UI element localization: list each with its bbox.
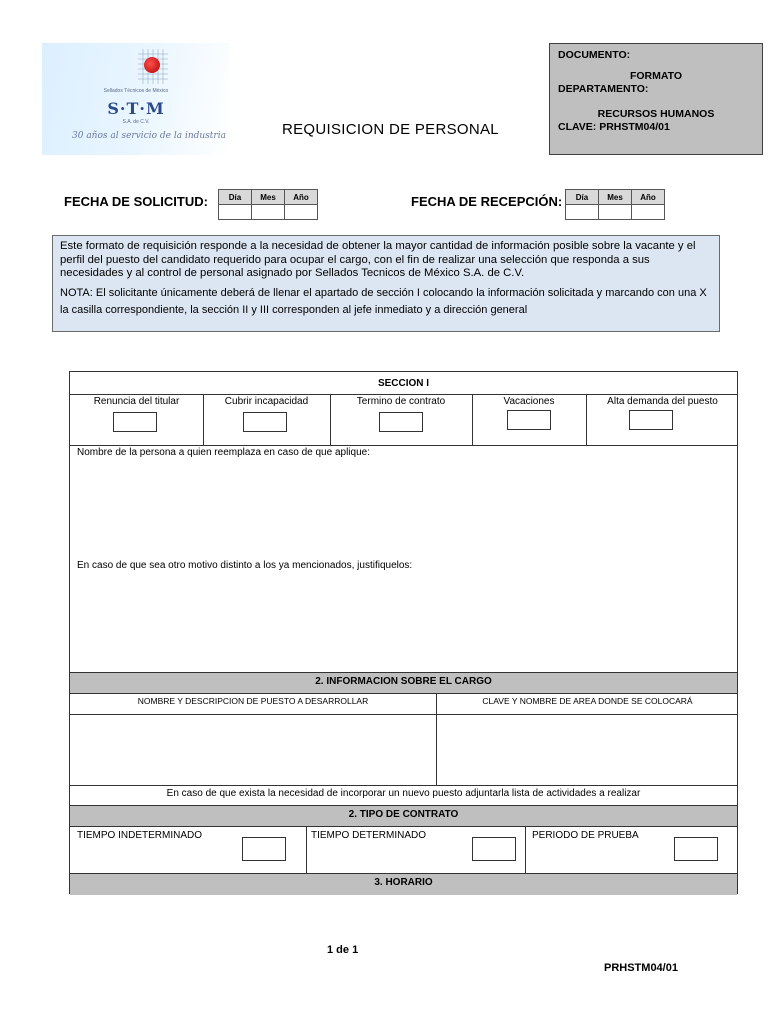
horario-title: 3. HORARIO: [374, 877, 433, 888]
document-code: PRHSTM04/01: [604, 962, 678, 974]
logo-tagline: 30 años al servicio de la industria: [72, 131, 226, 141]
documento-label: DOCUMENTO:: [558, 49, 631, 61]
tiempo-indeterminado-label: TIEMPO INDETERMINADO: [77, 830, 203, 841]
company-logo: [42, 43, 230, 155]
instructions-note: NOTA: El solicitante únicamente deberá de llenar el apartado de sección I colocando la información solicitada y marcando con una X la casilla correspondiente, la sección II y III corresponden al jefe inmediato y a dirección general: [60, 286, 707, 316]
departamento-value: RECURSOS HUMANOS: [597, 108, 715, 120]
reemplaza-label: Nombre de la persona a quien reemplaza en caso de que aplique:: [77, 447, 370, 458]
option-incapacidad-label: Cubrir incapacidad: [224, 396, 309, 407]
dia-input[interactable]: [566, 205, 599, 220]
logo-red-dot-icon: [144, 57, 160, 73]
option-alta-demanda-checkbox[interactable]: [629, 410, 673, 430]
option-termino-label: Termino de contrato: [356, 396, 446, 407]
otro-motivo-label: En caso de que sea otro motivo distinto a los ya mencionados, justifiquelos:: [77, 560, 413, 571]
section-1-title: SECCION I: [377, 378, 430, 389]
dia-input[interactable]: [219, 205, 252, 220]
logo-company-name: Sellados Técnicos de México: [103, 88, 169, 94]
requisition-form: [69, 371, 738, 894]
mes-header: Mes: [252, 190, 285, 205]
area-column-header: CLAVE Y NOMBRE DE AREA DONDE SE COLOCARÁ: [482, 696, 693, 706]
nuevo-puesto-note: En caso de que exista la necesidad de incorporar un nuevo puesto adjuntarla lista de actividades a realizar: [166, 788, 641, 799]
departamento-label: DEPARTAMENTO:: [558, 83, 649, 95]
option-incapacidad-checkbox[interactable]: [243, 412, 287, 432]
fecha-solicitud-table: [218, 189, 318, 220]
tiempo-determinado-label: TIEMPO DETERMINADO: [311, 830, 427, 841]
ano-header: Año: [285, 190, 318, 205]
logo-mark: S·T·M: [107, 99, 165, 118]
mes-input[interactable]: [252, 205, 285, 220]
section-2-title: 2. INFORMACION SOBRE EL CARGO: [315, 676, 492, 687]
documento-value: FORMATO: [629, 70, 683, 82]
dia-header: Día: [219, 190, 252, 205]
option-alta-demanda-label: Alta demanda del puesto: [607, 396, 718, 407]
tiempo-indeterminado-checkbox[interactable]: [242, 837, 286, 861]
option-termino-checkbox[interactable]: [379, 412, 423, 432]
contrato-title: 2. TIPO DE CONTRATO: [348, 809, 459, 820]
fecha-recepcion-table: [565, 189, 665, 220]
ano-input[interactable]: [285, 205, 318, 220]
ano-input[interactable]: [632, 205, 665, 220]
clave-label: CLAVE: PRHSTM04/01: [558, 121, 670, 133]
periodo-prueba-checkbox[interactable]: [674, 837, 718, 861]
mes-input[interactable]: [599, 205, 632, 220]
option-renuncia-checkbox[interactable]: [113, 412, 157, 432]
option-renuncia-label: Renuncia del titular: [93, 396, 180, 407]
fecha-solicitud-label: FECHA DE SOLICITUD:: [64, 194, 208, 209]
ano-header: Año: [632, 190, 665, 205]
option-vacaciones-checkbox[interactable]: [507, 410, 551, 430]
fecha-recepcion-label: FECHA DE RECEPCIÓN:: [411, 194, 563, 209]
document-title: REQUISICION DE PERSONAL: [282, 121, 499, 138]
document-info-box: [549, 43, 763, 155]
periodo-prueba-label: PERIODO DE PRUEBA: [532, 830, 639, 841]
option-vacaciones-label: Vacaciones: [503, 396, 555, 407]
instructions-text: Este formato de requisición responde a la necesidad de obtener la mayor cantidad de información posible sobre la vacante y el perfil del puesto del candidato requerido para ocupar el cargo, con el fin de realizar una selección que responda a sus necesidades y al control de personal asignado por Sellados Tecnicos de México S.A. de C.V.: [60, 240, 696, 279]
logo-suffix: S.A. de C.V.: [122, 119, 150, 125]
puesto-column-header: NOMBRE Y DESCRIPCION DE PUESTO A DESARROLLAR: [137, 696, 369, 706]
mes-header: Mes: [599, 190, 632, 205]
page-number: 1 de 1: [327, 944, 359, 956]
tiempo-determinado-checkbox[interactable]: [472, 837, 516, 861]
instructions-box: [52, 235, 720, 332]
dia-header: Día: [566, 190, 599, 205]
